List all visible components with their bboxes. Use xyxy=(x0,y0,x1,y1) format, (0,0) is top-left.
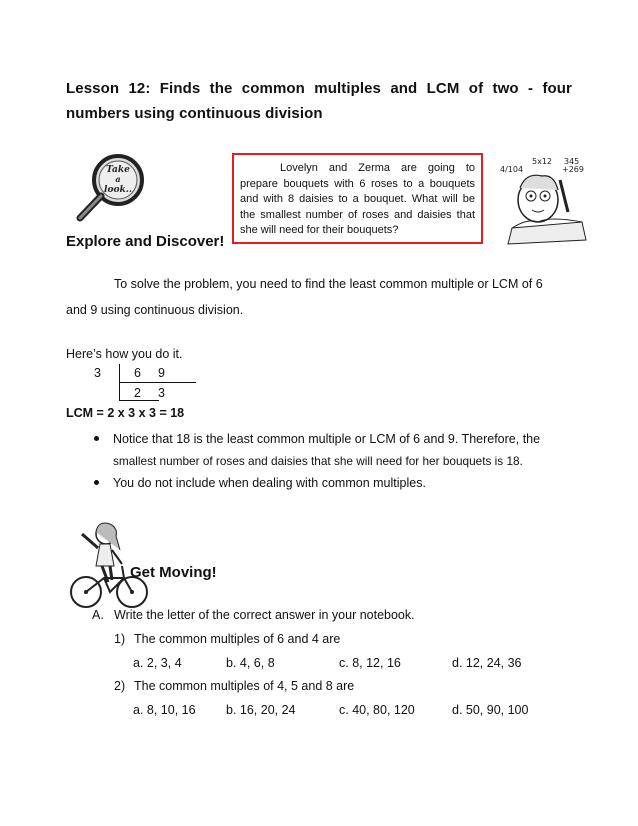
get-moving-heading: Get Moving! xyxy=(130,564,217,581)
question-1-text: The common multiples of 6 and 4 are xyxy=(134,632,341,646)
svg-text:4/104: 4/104 xyxy=(500,165,524,174)
lesson-title xyxy=(66,76,572,126)
svg-text:5x12: 5x12 xyxy=(532,157,553,166)
lesson-title-line-2: numbers using continuous division xyxy=(66,105,323,122)
question-1-choice-a: a. 2, 3, 4 xyxy=(133,656,182,670)
bullet-1-line-1: Notice that 18 is the least common multiple or LCM of 6 and 9. Therefore, the xyxy=(113,432,541,446)
word-problem-callout: Lovelyn and Zerma are going to prepare bouquets with 6 roses to a bouquets and with 8 daisies to a bouquet. What will be the smallest number of roses and daisies that she will need for their bouquets? xyxy=(232,153,483,244)
section-a-instruction: Write the letter of the correct answer in your notebook. xyxy=(114,608,415,622)
svg-text:a: a xyxy=(115,174,121,184)
question-2-number: 2) xyxy=(114,679,126,693)
section-a-marker: A. xyxy=(92,608,104,622)
bullet-2-line-1: You do not include when dealing with common multiples. xyxy=(113,476,426,490)
question-1-choice-d: d. 12, 24, 36 xyxy=(452,656,522,670)
division-dividend-1: 6 xyxy=(134,366,141,380)
bullet-1-line-2: smallest number of roses and daisies that she will need for her bouquets is 18. xyxy=(113,454,523,468)
lcm-result: LCM = 2 x 3 x 3 = 18 xyxy=(66,406,185,420)
question-1-number: 1) xyxy=(114,632,126,646)
question-2-choice-a: a. 8, 10, 16 xyxy=(133,703,196,717)
question-1-choice-b: b. 4, 6, 8 xyxy=(226,656,275,670)
intro-line-1: To solve the problem, you need to find the least common multiple or LCM of 6 xyxy=(114,277,543,291)
svg-text:+269: +269 xyxy=(562,165,584,174)
bullet-dot xyxy=(94,436,99,441)
student-thinking-icon xyxy=(498,150,590,248)
question-2-choice-c: c. 40, 80, 120 xyxy=(339,703,415,717)
question-1-choice-c: c. 8, 12, 16 xyxy=(339,656,401,670)
take-a-look-icon xyxy=(74,150,156,226)
division-horizontal-line xyxy=(119,382,196,383)
lesson-title-line-1: Lesson 12: Finds the common multiples and LCM of two - four xyxy=(66,80,572,97)
svg-text:look..: look.. xyxy=(104,185,132,195)
division-divisor: 3 xyxy=(94,366,101,380)
intro-line-2: and 9 using continuous division. xyxy=(66,303,244,317)
division-dividend-2: 9 xyxy=(158,366,165,380)
svg-text:345: 345 xyxy=(564,157,580,166)
continuous-division xyxy=(94,364,204,408)
question-2-choice-b: b. 16, 20, 24 xyxy=(226,703,296,717)
bullet-dot xyxy=(94,480,99,485)
question-2-text: The common multiples of 4, 5 and 8 are xyxy=(134,679,355,693)
explore-heading: Explore and Discover! xyxy=(66,233,225,250)
division-quotient-2: 3 xyxy=(158,386,165,400)
svg-text:Take: Take xyxy=(106,165,130,175)
division-underline xyxy=(119,400,159,401)
division-quotient-1: 2 xyxy=(134,386,141,400)
question-2-choice-d: d. 50, 90, 100 xyxy=(452,703,529,717)
howto-text: Here’s how you do it. xyxy=(66,347,183,361)
